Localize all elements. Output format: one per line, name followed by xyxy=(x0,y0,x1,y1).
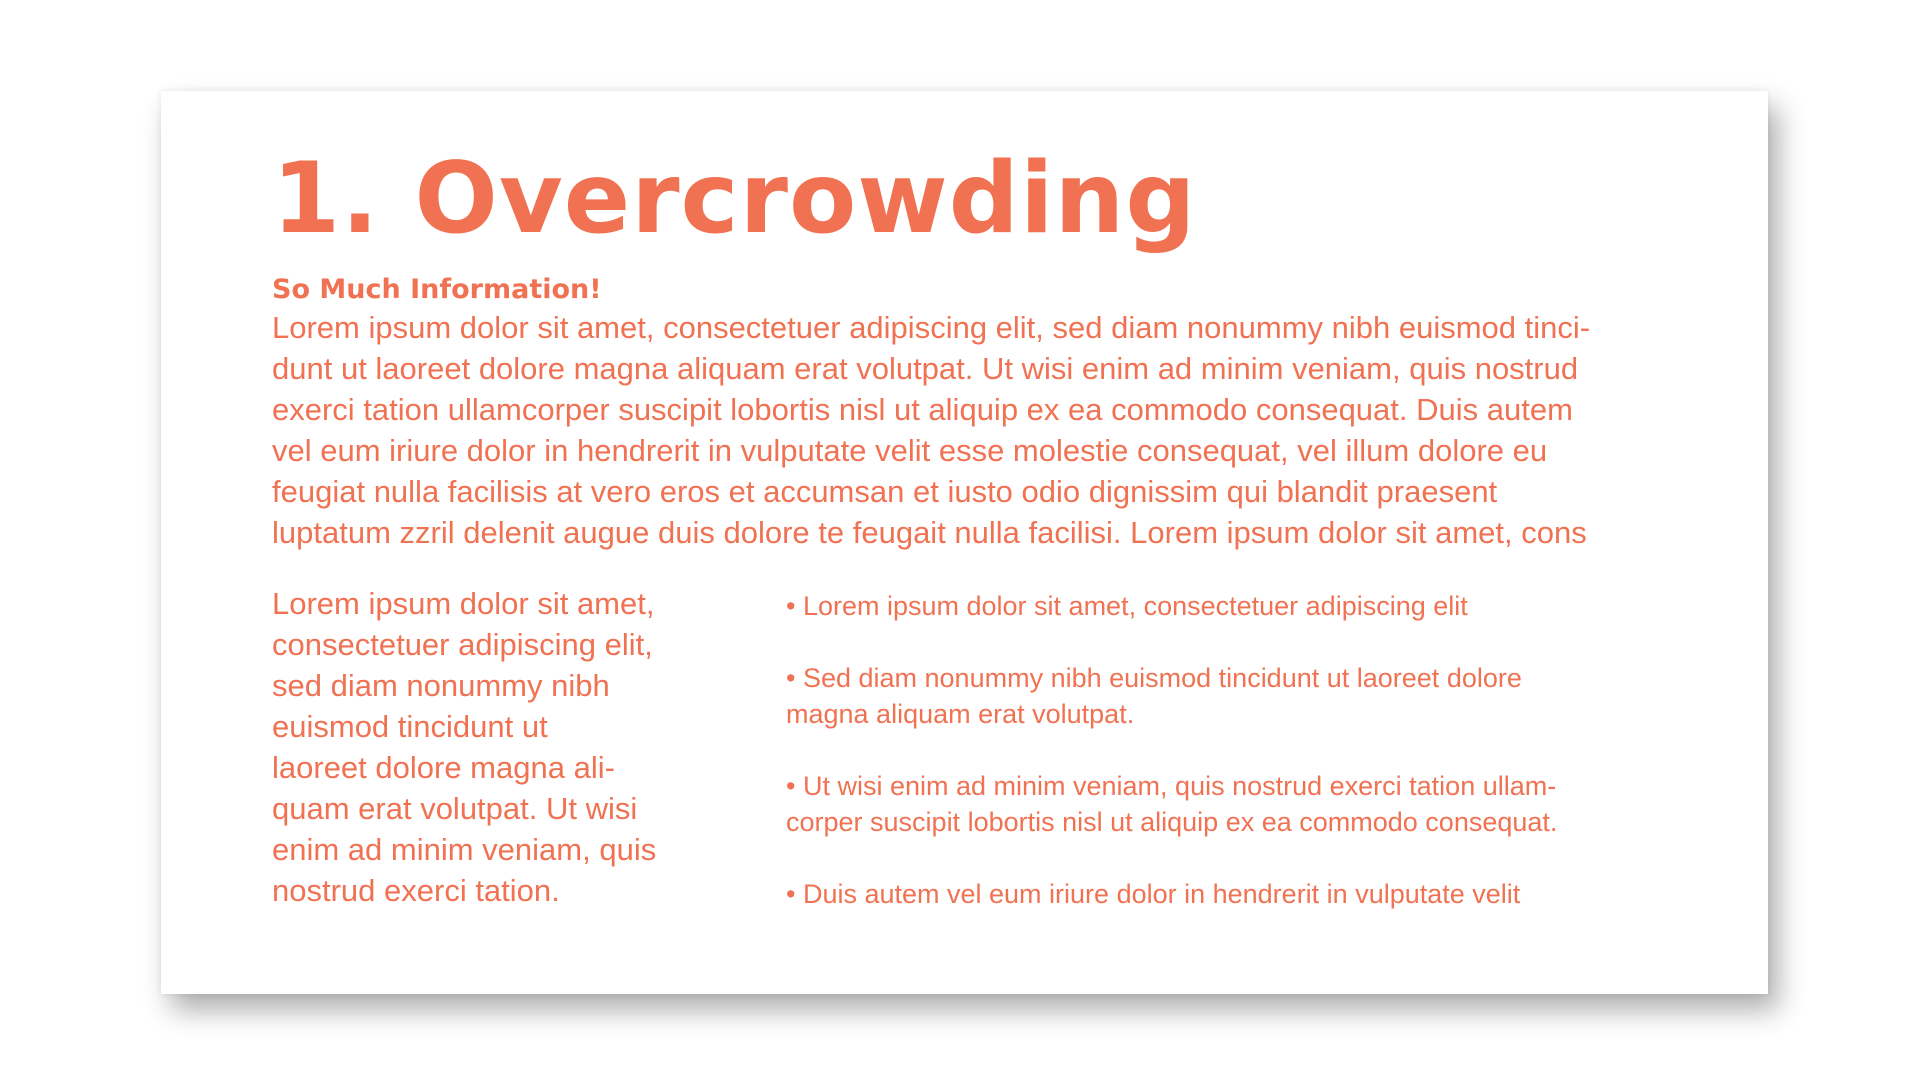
bullet-item xyxy=(786,768,1666,840)
body-paragraph xyxy=(272,307,1692,553)
slide-subtitle: So Much Information! xyxy=(272,274,602,305)
left-column-line: euismod tincidunt ut xyxy=(272,709,548,744)
slide-card xyxy=(161,91,1768,994)
paragraph-line: dunt ut laoreet dolore magna aliquam erat volutpat. Ut wisi enim ad minim veniam, quis nostrud xyxy=(272,351,1579,386)
bullet-line: • Lorem ipsum dolor sit amet, consectetuer adipiscing elit xyxy=(786,591,1468,621)
bullet-line: • Duis autem vel eum iriure dolor in hendrerit in vulputate velit xyxy=(786,879,1521,909)
bullet-item xyxy=(786,588,1666,624)
paragraph-line: feugiat nulla facilisis at vero eros et accumsan et iusto odio dignissim qui blandit praesent xyxy=(272,474,1498,509)
left-column-line: Lorem ipsum dolor sit amet, xyxy=(272,586,655,621)
paragraph-line: vel eum iriure dolor in hendrerit in vulputate velit esse molestie consequat, vel illum dolore eu xyxy=(272,433,1548,468)
slide-title: 1. Overcrowding xyxy=(272,142,1197,256)
paragraph-line: Lorem ipsum dolor sit amet, consectetuer adipiscing elit, sed diam nonummy nibh euismod tinci- xyxy=(272,310,1591,345)
left-column-line: enim ad minim veniam, quis xyxy=(272,832,657,867)
left-column-line: quam erat volutpat. Ut wisi xyxy=(272,791,638,826)
bullet-line: • Sed diam nonummy nibh euismod tincidunt ut laoreet dolore xyxy=(786,663,1522,693)
bullet-line: • Ut wisi enim ad minim veniam, quis nostrud exerci tation ullam- xyxy=(786,771,1557,801)
bullet-list xyxy=(786,588,1666,948)
left-column-text xyxy=(272,583,692,911)
slide-content xyxy=(272,141,1692,923)
bullet-line: corper suscipit lobortis nisl ut aliquip ex ea commodo consequat. xyxy=(786,807,1558,837)
paragraph-line: luptatum zzril delenit augue duis dolore te feugait nulla facilisi. Lorem ipsum dolor sit amet, cons xyxy=(272,515,1587,550)
left-column-line: nostrud exerci tation. xyxy=(272,873,560,908)
paragraph-line: exerci tation ullamcorper suscipit lobortis nisl ut aliquip ex ea commodo consequat. Duis autem xyxy=(272,392,1573,427)
left-column-line: sed diam nonummy nibh xyxy=(272,668,610,703)
bullet-line: magna aliquam erat volutpat. xyxy=(786,699,1135,729)
bullet-item xyxy=(786,660,1666,732)
left-column-line: consectetuer adipiscing elit, xyxy=(272,627,653,662)
two-column-section xyxy=(272,583,1692,923)
bullet-item xyxy=(786,876,1666,912)
left-column-line: laoreet dolore magna ali- xyxy=(272,750,615,785)
